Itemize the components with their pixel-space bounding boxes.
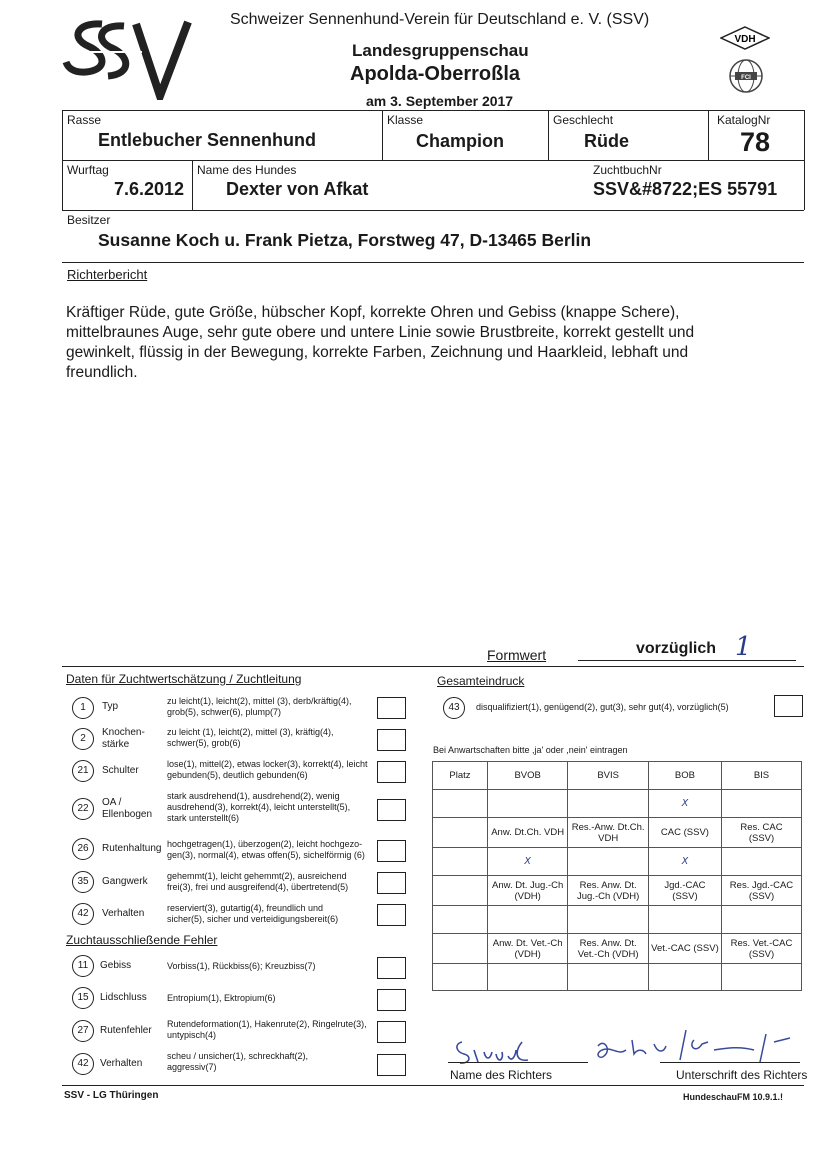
rasse-label: Rasse [67,113,102,127]
anwartschaft-table [432,761,802,991]
bericht-heading: Richterbericht [67,267,148,282]
katalog-value: 78 [740,127,771,157]
klasse-value: Champion [416,131,504,151]
table-header: BVOB [487,762,567,790]
section-divider [62,666,804,667]
item-number: 11 [72,955,94,977]
hund-name: Dexter von Afkat [226,179,369,199]
zucht-heading: Daten für Zuchtwertschätzung / Zuchtleitung [66,672,302,686]
table-cell: Res. Anw. Dt. Vet.-Ch (VDH) [568,934,649,964]
table-cell [433,934,488,964]
item-number: 27 [72,1020,94,1042]
richter-signature-label: Unterschrift des Richters [676,1068,808,1082]
bericht-line: Kräftiger Rüde, gute Größe, hübscher Kopf, korrekte Ohren und Gebiss (knappe Schere), [66,304,680,321]
anwartschaft-note: Bei Anwartschaften bitte ,ja' oder ,nein' eintragen [433,745,628,755]
svg-text:FCI: FCI [741,75,751,81]
table-cell [433,876,488,906]
footer-divider [62,1085,804,1086]
gesamt-options: disqualifiziert(1), genügend(2), gut(3), sehr gut(4), vorzüglich(5) [476,702,729,712]
item-label: Knochen- stärke [102,727,145,750]
item-number: 15 [72,987,94,1009]
item-number: 35 [72,871,94,893]
vdh-logo [720,26,770,50]
ellenbogen-checkbox[interactable] [377,799,406,821]
gangwerk-checkbox[interactable] [377,872,406,894]
formwert-value: vorzüglich [636,640,717,657]
item-label: Rutenhaltung [102,843,162,854]
bericht-line: gewinkelt, flüssig in der Bewegung, korrekte Farben, Zeichnung und Haarkleid, lebhaft und [66,344,689,361]
wurftag-value: 7.6.2012 [114,179,185,199]
verhalten-fehler-checkbox[interactable] [377,1054,406,1076]
item-number: 2 [72,728,94,750]
item-label: Rutenfehler [100,1025,152,1036]
table-cell[interactable] [648,906,721,934]
table-header: BOB [648,762,721,790]
table-header: BIS [721,762,801,790]
item-label: Verhalten [102,908,145,919]
verhalten-checkbox[interactable] [377,904,406,926]
rutenfehler-checkbox[interactable] [377,1021,406,1043]
item-number: 21 [72,760,94,782]
table-cell[interactable] [721,906,801,934]
table-cell: Anw. Dt.Ch. VDH [487,818,567,848]
item-options: zu leicht (1), leicht(2), mittel (3), kräftig(4), schwer(5), grob(6) [167,727,334,748]
table-cell[interactable] [568,906,649,934]
table-cell-mark[interactable]: X [648,848,721,876]
item-options: Entropium(1), Ektropium(6) [167,993,276,1003]
table-cell[interactable] [568,848,649,876]
table-cell: Res. Jgd.-CAC (SSV) [721,876,801,906]
richter-name-handwriting [450,1030,540,1070]
formwert-line [578,660,796,661]
typ-checkbox[interactable] [377,697,406,719]
gesamt-heading: Gesamteindruck [437,674,525,688]
item-options: zu leicht(1), leicht(2), mittel (3), derb/kräftig(4), grob(5), schwer(6), plump(7) [167,696,352,717]
item-options: reserviert(3), gutartig(4), freundlich und sicher(5), sicher und verteidigungsbereit(6) [167,903,339,924]
table-cell[interactable] [568,790,649,818]
table-cell[interactable] [721,848,801,876]
item-number: 22 [72,798,94,820]
event-date: am 3. September 2017 [366,93,514,109]
table-cell-mark[interactable]: X [648,790,721,818]
schulter-checkbox[interactable] [377,761,406,783]
item-label: Verhalten [100,1058,143,1069]
wurftag-label: Wurftag [67,163,109,177]
geschlecht-label: Geschlecht [553,113,614,127]
event-location: Apolda-Oberroßla [350,63,521,85]
table-cell[interactable] [433,964,488,991]
table-cell: Res. Anw. Dt. Jug.-Ch (VDH) [568,876,649,906]
svg-text:VDH: VDH [734,34,756,45]
table-cell[interactable] [721,790,801,818]
table-cell[interactable] [433,790,488,818]
table-cell[interactable] [487,906,567,934]
klasse-label: Klasse [387,113,424,127]
rasse-value: Entlebucher Sennenhund [98,130,317,150]
footer-left: SSV - LG Thüringen [64,1090,159,1101]
fci-logo [728,58,764,94]
item-label: Typ [102,701,119,712]
table-cell[interactable] [433,906,488,934]
footer-right: HundeschauFM 10.9.1.! [683,1092,784,1102]
item-options: Vorbiss(1), Rückbiss(6); Kreuzbiss(7) [167,961,316,971]
bericht-text [66,303,694,383]
item-label: Schulter [102,765,139,776]
item-number: 1 [72,697,94,719]
table-header: Platz [433,762,488,790]
table-cell: Jgd.-CAC (SSV) [648,876,721,906]
table-cell: Anw. Dt. Jug.-Ch (VDH) [487,876,567,906]
table-cell[interactable] [568,964,649,991]
fehler-heading: Zuchtausschließende Fehler [66,933,218,947]
item-number: 43 [443,697,465,719]
item-options: Rutendeformation(1), Hakenrute(2), Ringelrute(3), untypisch(4) [167,1019,367,1040]
club-name: Schweizer Sennenhund-Verein für Deutschland e. V. (SSV) [230,11,650,28]
zuchtbuch-value: SSV&#8722;ES 55791 [593,179,778,199]
table-header: BVIS [568,762,649,790]
table-cell[interactable] [487,964,567,991]
table-cell: Res. CAC (SSV) [721,818,801,848]
knochen-checkbox[interactable] [377,729,406,751]
table-cell[interactable] [648,964,721,991]
richter-signature [590,1020,800,1068]
formwert-handwritten: 1 [735,632,752,662]
item-options: scheu / unsicher(1), schreckhaft(2), aggressiv(7) [167,1051,309,1072]
table-cell: Res. Vet.-CAC (SSV) [721,934,801,964]
besitzer-label: Besitzer [67,213,111,227]
item-number: 42 [72,1053,94,1075]
item-options: stark ausdrehend(1), ausdrehend(2), wenig ausdrehend(3), korrekt(4), leicht unterstellt(5), stark unterstellt(6) [167,791,351,823]
item-label: OA / Ellenbogen [102,797,153,820]
richter-name-label: Name des Richters [450,1068,553,1082]
item-label: Gangwerk [102,876,148,887]
bericht-line: freundlich. [66,364,138,381]
lidschluss-checkbox[interactable] [377,989,406,1011]
table-cell: CAC (SSV) [648,818,721,848]
geschlecht-value: Rüde [584,131,629,151]
bericht-line: mittelbraunes Auge, sehr gute obere und untere Linie sowie Brustbreite, korrekt gestellt und [66,324,695,341]
table-cell [433,818,488,848]
item-label: Lidschluss [100,992,147,1003]
table-cell: Res.-Anw. Dt.Ch. VDH [568,818,649,848]
gesamt-checkbox[interactable] [774,695,803,717]
item-options: lose(1), mittel(2), etwas locker(3), korrekt(4), leicht gebunden(5), deutlich gebunden(6) [167,759,368,780]
formwert-label: Formwert [487,647,547,663]
item-options: gehemmt(1), leicht gehemmt(2), ausreichend frei(3), frei und ausgreifend(4), übertretend(5) [167,871,349,892]
ssv-logo [62,16,192,100]
besitzer-value: Susanne Koch u. Frank Pietza, Forstweg 47, D-13465 Berlin [98,230,592,250]
zuchtbuch-label: ZuchtbuchNr [593,163,662,177]
table-cell-mark[interactable]: X [487,848,567,876]
item-number: 26 [72,838,94,860]
name-label: Name des Hundes [197,163,297,177]
table-cell: Vet.-CAC (SSV) [648,934,721,964]
gebiss-checkbox[interactable] [377,957,406,979]
table-cell[interactable] [487,790,567,818]
table-cell: Anw. Dt. Vet.-Ch (VDH) [487,934,567,964]
table-cell[interactable] [433,848,488,876]
item-options: hochgetragen(1), überzogen(2), leicht hochgezo- gen(3), normal(4), etwas offen(5), sichelförmig (6) [167,839,365,860]
rutenhaltung-checkbox[interactable] [377,840,406,862]
katalog-label: KatalogNr [717,113,771,127]
item-number: 42 [72,903,94,925]
event-name: Landesgruppenschau [352,41,529,60]
item-label: Gebiss [100,960,132,971]
table-cell[interactable] [721,964,801,991]
